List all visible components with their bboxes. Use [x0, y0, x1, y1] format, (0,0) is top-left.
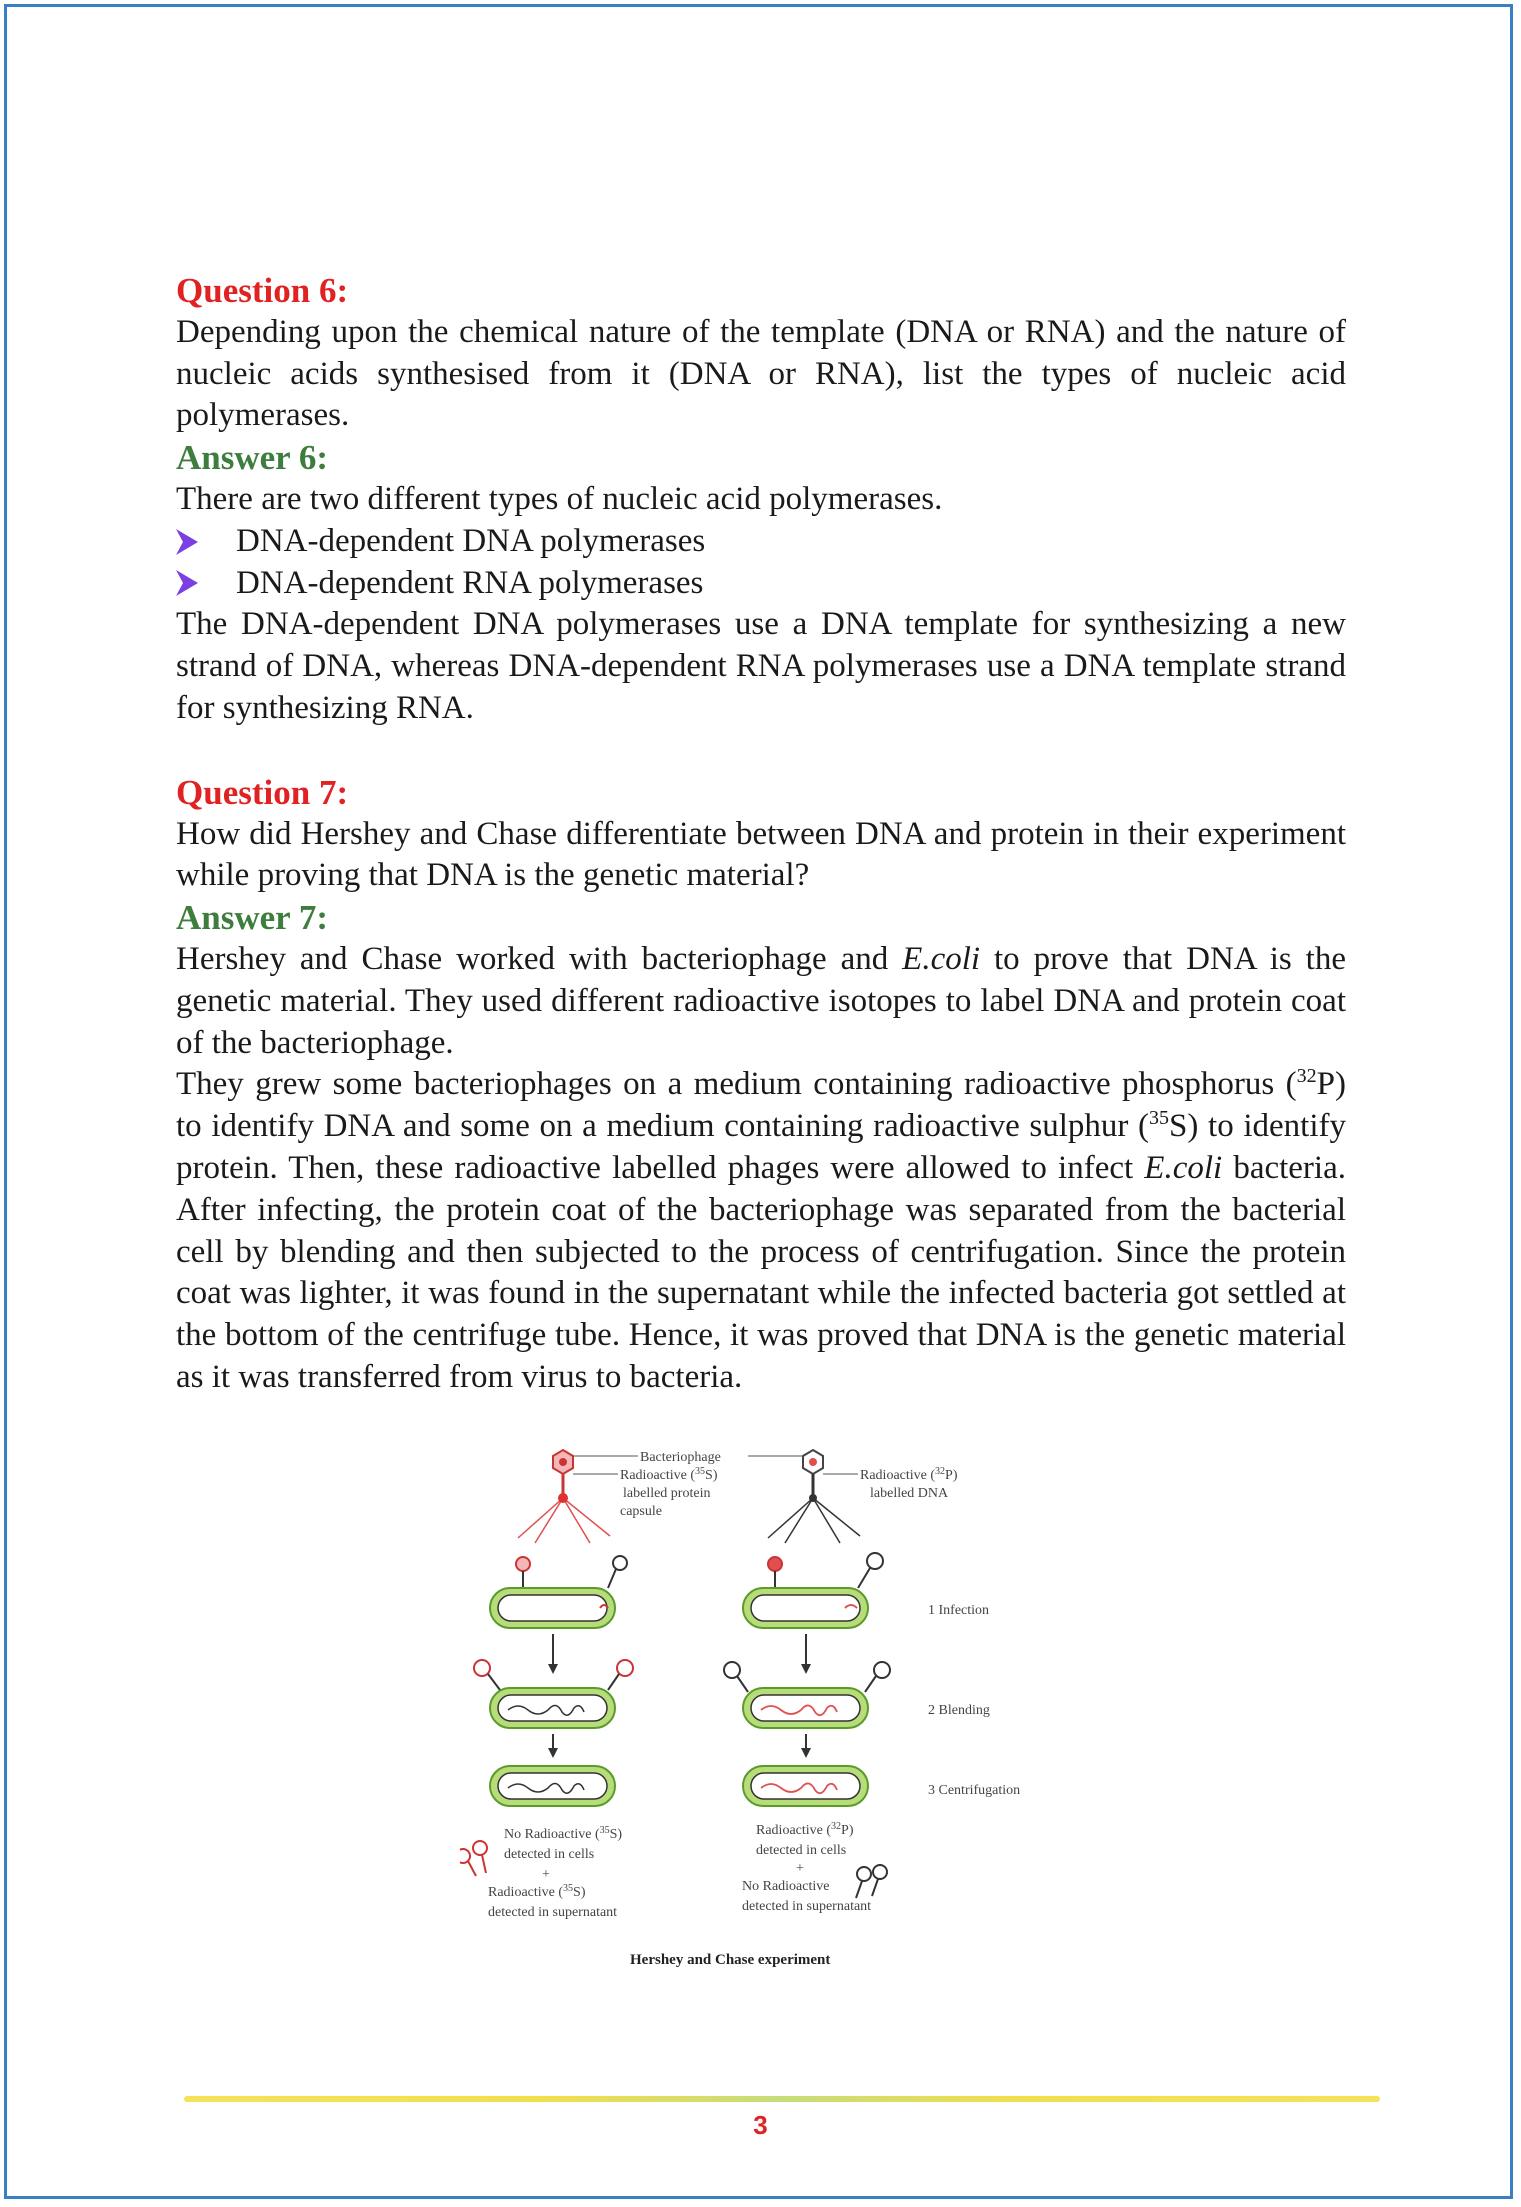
question-6-text: Depending upon the chemical nature of the template (DNA or RNA) and the nature of nucleic acids synthesised from it (DNA or RNA), list the types of nucleic acid polymerases.: [176, 313, 1346, 434]
right-result-line-1: Radioactive ($^{32}$P): [756, 1821, 854, 1838]
right-result-line-2: detected in cells: [756, 1843, 847, 1858]
phage-icon: [768, 1450, 860, 1543]
label-left-phage: Radioactive ($^{35}$S): [620, 1466, 718, 1483]
figure-caption: Hershey and Chase experiment: [630, 1952, 831, 1968]
label-left-phage-3: capsule: [620, 1504, 662, 1519]
hershey-chase-figure: [460, 1448, 1080, 1976]
label-right-phage: Radioactive ($^{32}$P): [860, 1466, 958, 1483]
step-centrifugation: 3 Centrifugation: [928, 1783, 1021, 1798]
footer-divider: [184, 2096, 1380, 2102]
phage-icon: [516, 1557, 530, 1590]
bullet-item: [176, 521, 1346, 563]
label-right-phage-2: labelled DNA: [870, 1486, 949, 1501]
question-6-heading: Question 6:: [176, 271, 349, 310]
answer-7-paragraph-1: Hershey and Chase worked with bacteriophage and E.coli to prove that DNA is the genetic material. They used different radioactive isotopes to label DNA and protein coat of the bacteriophage.: [176, 940, 1346, 1061]
answer-6-text: The DNA-dependent DNA polymerases use a DNA template for synthesizing a new strand of DNA, whereas DNA-dependent RNA polymerases use a DNA template strand for synthesizing RNA.: [176, 606, 1346, 726]
right-result-line-3: No Radioactive: [742, 1879, 830, 1894]
step-infection: 1 Infection: [928, 1603, 990, 1618]
arrow-bullet-icon: [176, 563, 236, 605]
experiment-diagram: [460, 1448, 1080, 1976]
phage-icon: [724, 1662, 748, 1692]
phage-icon: [608, 1556, 627, 1588]
phage-icon: [856, 1865, 887, 1898]
phage-icon: [518, 1450, 610, 1543]
phage-icon: [474, 1660, 500, 1690]
answer-7-heading: Answer 7:: [176, 898, 328, 938]
phage-icon: [858, 1553, 883, 1588]
left-result-plus: +: [542, 1867, 550, 1882]
phage-icon: [460, 1841, 487, 1876]
phage-icon: [608, 1660, 633, 1690]
phage-icon: [865, 1662, 890, 1692]
left-result-line-4: detected in supernatant: [488, 1905, 618, 1920]
question-7-text: How did Hershey and Chase differentiate between DNA and protein in their experiment while proving that DNA is the genetic material?: [176, 815, 1346, 894]
bullet-text: DNA-dependent RNA polymerases: [236, 564, 704, 601]
left-result-line-2: detected in cells: [504, 1847, 595, 1862]
left-result-line-1: No Radioactive ($^{35}$S): [504, 1825, 623, 1842]
page-content: [176, 270, 1346, 1399]
page-number: 3: [753, 2110, 768, 2140]
bullet-item: [176, 563, 1346, 605]
label-left-phage-2: labelled protein: [623, 1486, 711, 1501]
left-result-line-3: Radioactive ($^{35}$S): [488, 1883, 586, 1900]
question-7-heading: Question 7:: [176, 772, 349, 812]
answer-6-intro: There are two different types of nucleic acid polymerases.: [176, 480, 943, 517]
answer-7-paragraph-2: They grew some bacteriophages on a medium containing radioactive phosphorus ($^{32}$P) to identify DNA and some on a medium containing radioactive sulphur ($^{35}$S) to identify protein. Then, these radioactive labelled phages were allowed to infect E.coli bacteria. After infecting, the protein coat of the bacteriophage was separated from the bacterial cell by blending and then subjected to the process of centrifugation. Since the protein coat was lighter, it was found in the supernatant while the infected bacteria got settled at the bottom of the centrifuge tube. Hence, it was proved that DNA is the genetic material as it was transferred from virus to bacteria.: [176, 1065, 1346, 1395]
right-result-plus: +: [796, 1861, 804, 1876]
bullet-text: DNA-dependent DNA polymerases: [236, 522, 706, 559]
step-blending: 2 Blending: [928, 1703, 990, 1718]
phage-icon: [768, 1557, 782, 1590]
arrow-bullet-icon: [176, 521, 236, 563]
answer-6-heading: Answer 6:: [176, 438, 328, 478]
label-bacteriophage: Bacteriophage: [640, 1450, 721, 1465]
right-result-line-4: detected in supernatant: [742, 1899, 872, 1914]
